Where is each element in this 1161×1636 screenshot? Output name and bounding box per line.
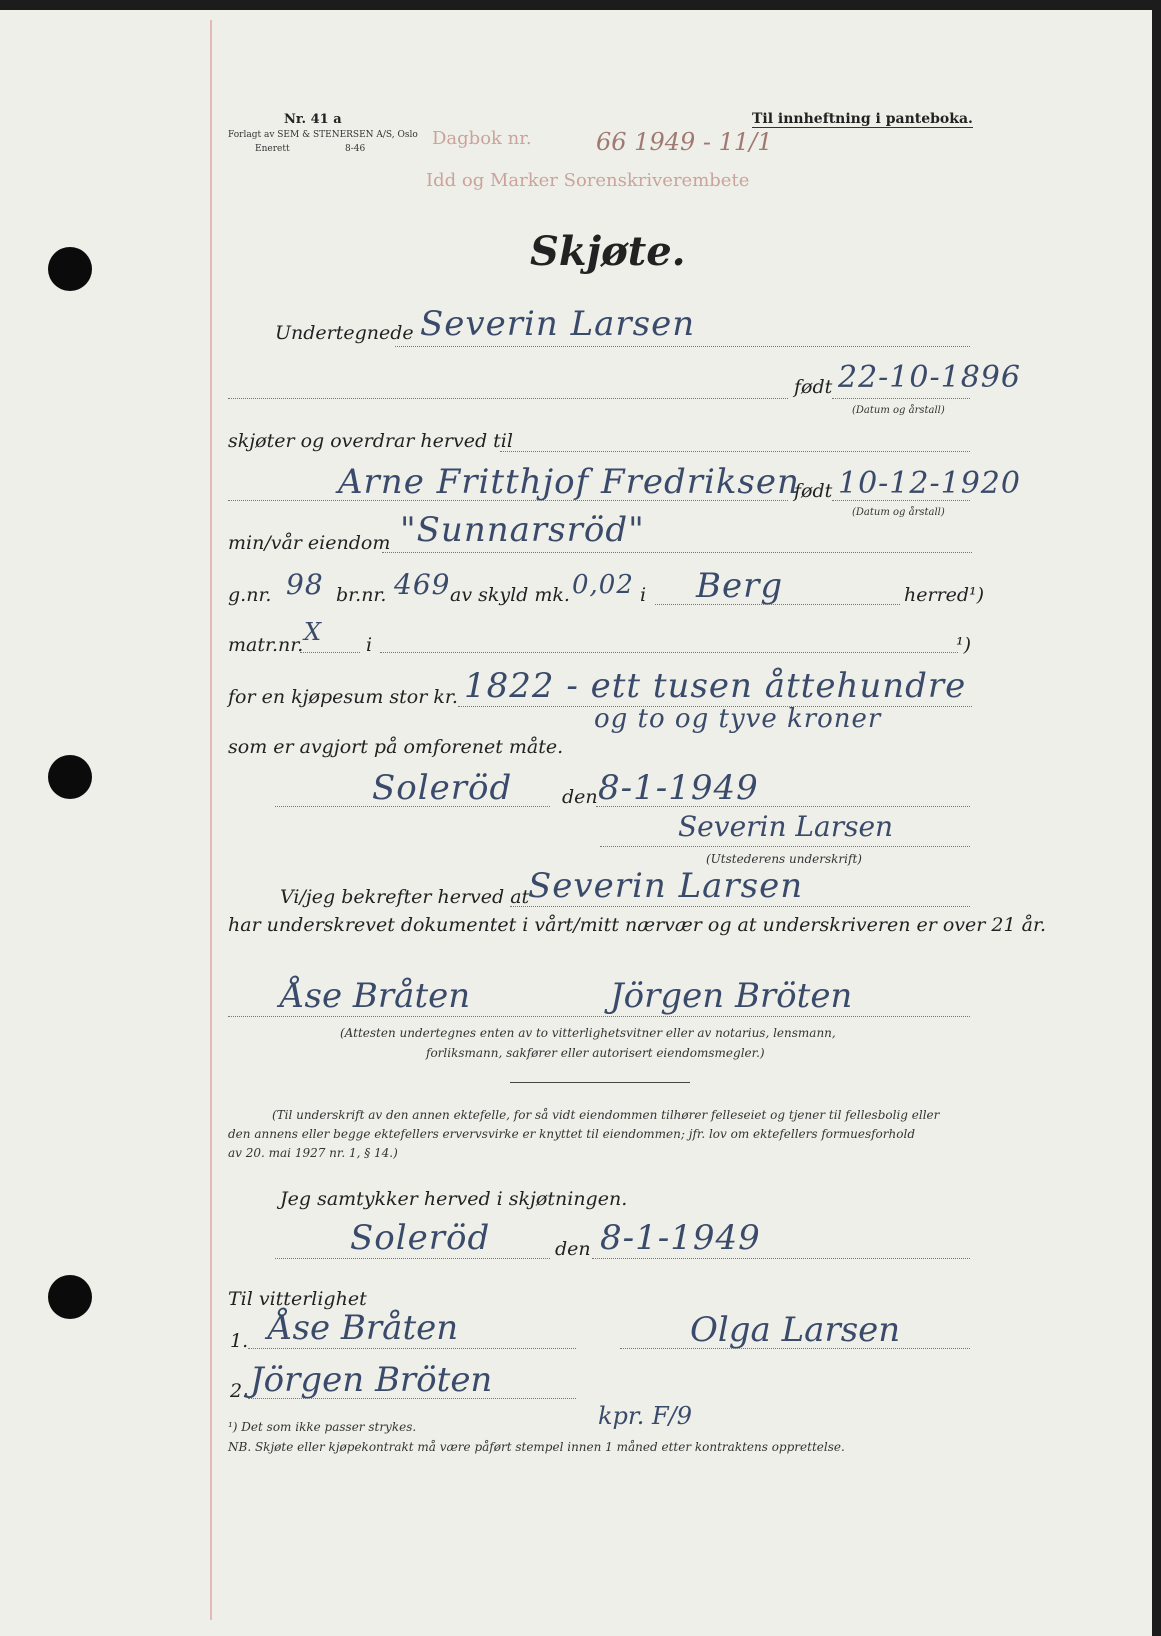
matr-i: i <box>366 634 373 656</box>
witness-signature-2: Jörgen Bröten <box>610 976 853 1016</box>
buyer-date-hint: (Datum og årstall) <box>852 507 945 518</box>
punch-hole <box>48 755 92 799</box>
skyld-value: 0,02 <box>572 570 634 600</box>
herred-label: herred¹) <box>904 584 985 606</box>
date-value: 8-1-1949 <box>598 768 759 808</box>
dotted-line <box>600 846 970 847</box>
undersigned-value: Severin Larsen <box>420 304 696 344</box>
issuer-signature: Severin Larsen <box>678 810 894 843</box>
witness-1-signature: Åse Bråten <box>268 1308 459 1348</box>
dotted-line <box>832 500 970 501</box>
date-hint: (Datum og årstall) <box>852 405 945 416</box>
dotted-line <box>300 652 360 653</box>
document-page <box>0 10 1152 1636</box>
spouse-note-1: (Til underskrift av den annen ektefelle, for så vidt eiendommen tilhører felleseiet og tjener til fellesbolig eller <box>272 1108 940 1122</box>
transfer-label: skjøter og overdrar herved til <box>228 430 513 452</box>
witness-2-number: 2. <box>230 1380 249 1402</box>
dotted-line <box>275 806 550 807</box>
born-label: født <box>794 376 833 398</box>
dotted-line <box>596 806 970 807</box>
price-value-2: og to og tyve kroner <box>594 704 882 734</box>
dotted-line <box>655 604 900 605</box>
spouse-note-2: den annens eller begge ektefellers ervervsvirke er knyttet til eiendommen; jfr. lov om ektefellers formuesforhold <box>228 1127 915 1141</box>
witness-2-signature: Jörgen Bröten <box>250 1360 493 1400</box>
stamp-line-1: Dagbok nr. <box>432 128 532 149</box>
buyer-value: Arne Fritthjof Fredriksen <box>338 462 800 502</box>
gnr-label: g.nr. <box>228 584 272 606</box>
property-label: min/vår eiendom <box>228 532 391 554</box>
matr-suffix: ¹) <box>956 634 972 656</box>
stamp-line-2: Idd og Marker Sorenskriverembete <box>426 170 750 191</box>
dotted-line <box>620 1348 970 1349</box>
herred-value: Berg <box>696 566 784 606</box>
buyer-born-label: født <box>794 480 833 502</box>
spouse-date: 8-1-1949 <box>600 1218 761 1258</box>
dotted-line <box>228 1016 970 1017</box>
dotted-line <box>228 398 788 399</box>
dotted-line <box>380 652 958 653</box>
matr-value: X <box>304 618 323 646</box>
price-value: 1822 - ett tusen åttehundre <box>464 666 967 706</box>
form-number: Nr. 41 a <box>284 112 342 127</box>
spouse-note-3: av 20. mai 1927 nr. 1, § 14.) <box>228 1146 398 1160</box>
dotted-line <box>832 398 970 399</box>
punch-hole <box>48 247 92 291</box>
confirm-label: Vi/jeg bekrefter herved at <box>280 886 530 908</box>
document-title: Skjøte. <box>530 228 686 275</box>
witness-label: Til vitterlighet <box>228 1288 367 1310</box>
buyer-born-value: 10-12-1920 <box>838 466 1021 501</box>
spouse-signature: Olga Larsen <box>690 1310 901 1350</box>
stamp-handwritten: 66 1949 - 11/1 <box>596 128 773 156</box>
consent-text: Jeg samtykker herved i skjøtningen. <box>280 1188 628 1210</box>
confirm-name: Severin Larsen <box>528 866 804 906</box>
punch-hole <box>48 1275 92 1319</box>
skyld-label: av skyld mk. <box>450 584 570 606</box>
witness-1-number: 1. <box>230 1330 249 1352</box>
witness-note-1: (Attesten undertegnes enten av to vitterlighetsvitner eller av notarius, lensmann, <box>340 1026 836 1040</box>
footer-note-1: ¹) Det som ikke passer strykes. <box>228 1420 417 1434</box>
dotted-line <box>500 451 970 452</box>
spouse-place: Soleröd <box>350 1218 491 1258</box>
footer-note-2: NB. Skjøte eller kjøpekontrakt må være påført stempel innen 1 måned etter kontraktens opprettelse. <box>228 1440 845 1454</box>
top-right-note: Til innheftning i panteboka. <box>752 111 973 127</box>
property-value: "Sunnarsröd" <box>400 510 645 550</box>
den-label: den <box>562 786 598 808</box>
witness-note-2: forliksmann, sakfører eller autorisert eiendomsmegler.) <box>426 1046 765 1060</box>
undersigned-label: Undertegnede <box>275 322 414 344</box>
signature-hint: (Utstederens underskrift) <box>706 852 862 866</box>
dotted-line <box>248 1348 576 1349</box>
place-value: Soleröd <box>372 768 513 808</box>
dotted-line <box>510 906 970 907</box>
i-label: i <box>640 584 647 606</box>
dotted-line <box>592 1258 970 1259</box>
price-label: for en kjøpesum stor kr. <box>228 686 458 708</box>
publisher-line: Forlagt av SEM & STENERSEN A/S, Oslo <box>228 130 418 140</box>
margin-line <box>210 20 212 1620</box>
dotted-line <box>248 1398 576 1399</box>
dotted-line <box>395 346 970 347</box>
brnr-value: 469 <box>394 568 451 601</box>
born-value: 22-10-1896 <box>838 360 1021 395</box>
dotted-line <box>275 1258 550 1259</box>
gnr-value: 98 <box>286 568 324 601</box>
publisher-code: 8-46 <box>345 144 366 154</box>
matr-label: matr.nr. <box>228 634 304 656</box>
brnr-label: br.nr. <box>336 584 387 606</box>
dotted-line <box>228 500 788 501</box>
spouse-den-label: den <box>555 1238 591 1260</box>
divider <box>510 1082 690 1083</box>
confirm-text: har underskrevet dokumentet i vårt/mitt nærvær og at underskriveren er over 21 år. <box>228 914 1046 936</box>
agreed-label: som er avgjort på omforenet måte. <box>228 736 564 758</box>
witness-signature-1: Åse Bråten <box>280 976 471 1016</box>
dotted-line <box>382 552 972 553</box>
kpr-note: kpr. F/9 <box>598 1402 693 1430</box>
publisher-line-2: Enerett <box>255 144 290 154</box>
